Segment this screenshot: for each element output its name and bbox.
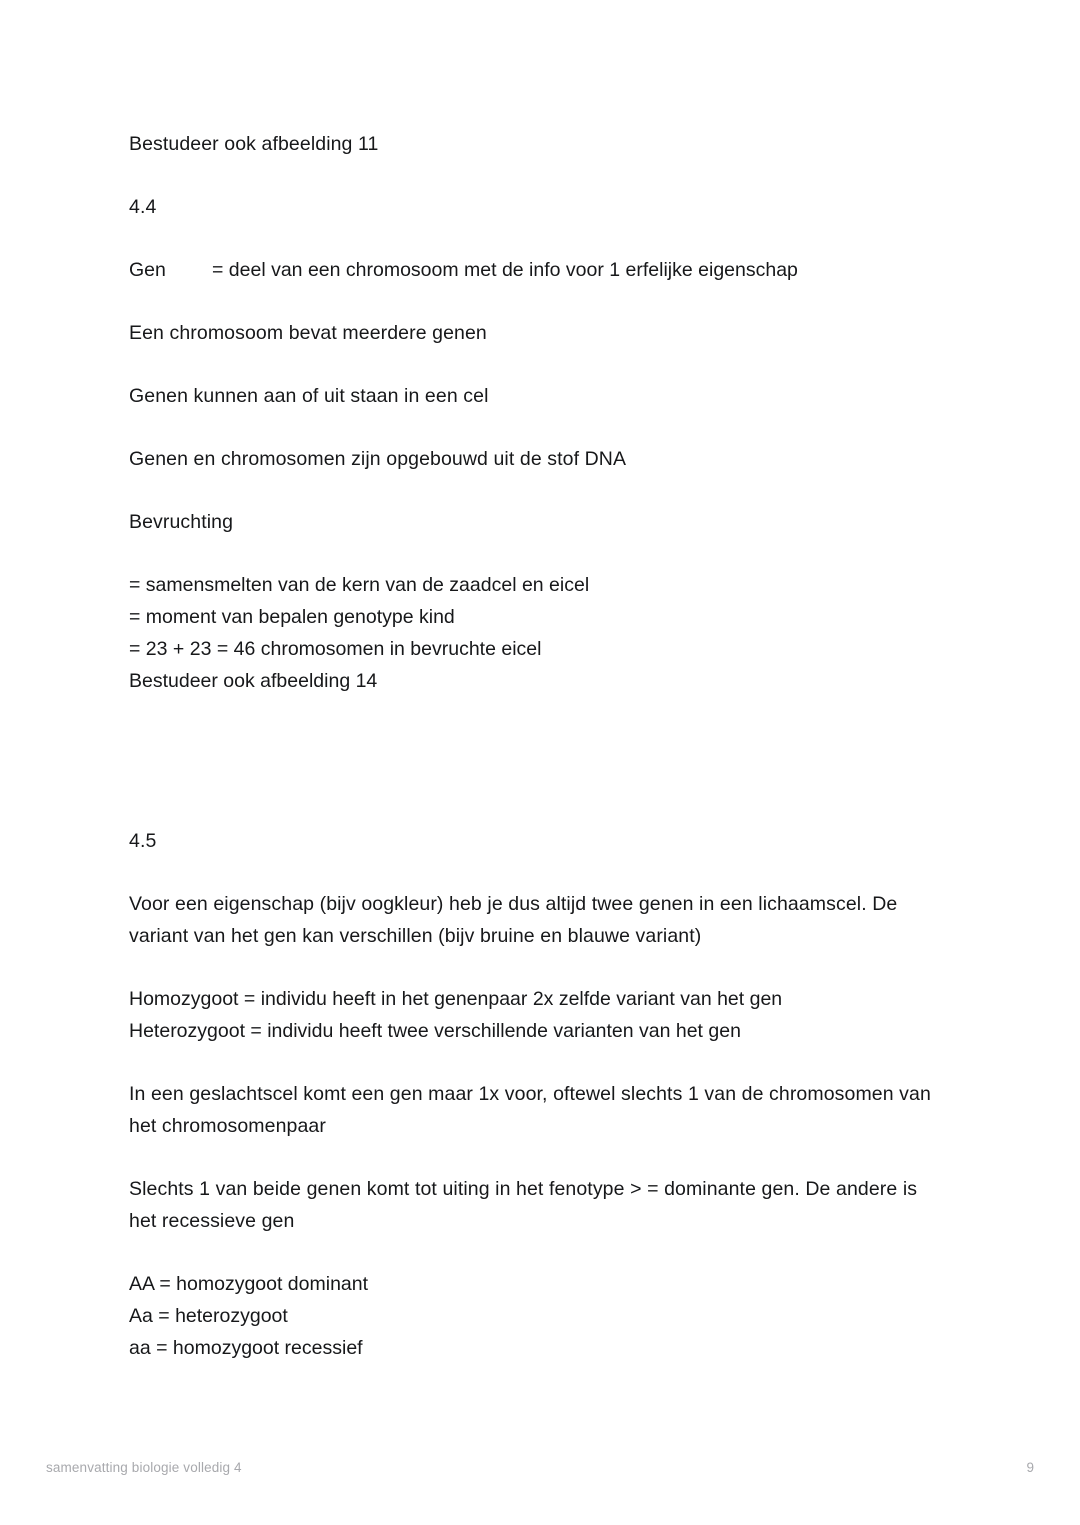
genotype-AA-dominant: AA = homozygoot dominant (129, 1273, 369, 1295)
definition-text-gen: = deel van een chromosoom met de info voor 1 erfelijke eigenschap (212, 259, 798, 281)
bevruchting-line-2: = moment van bepalen genotype kind (129, 606, 455, 628)
heading-section-4-4: 4.4 (129, 196, 157, 218)
definition-heterozygoot: Heterozygoot = individu heeft twee verschillende varianten van het gen (129, 1020, 741, 1042)
footer-document-title: samenvatting biologie volledig 4 (46, 1460, 242, 1475)
bevruchting-line-1: = samensmelten van de kern van de zaadcel en eicel (129, 574, 590, 596)
page-footer (46, 1456, 1034, 1480)
heading-section-4-5: 4.5 (129, 830, 157, 852)
bevruchting-line-3: = 23 + 23 = 46 chromosomen in bevruchte eicel (129, 638, 542, 660)
paragraph-eigenschap-twee-genen: Voor een eigenschap (bijv oogkleur) heb je dus altijd twee genen in een lichaamscel. De variant van het gen kan verschillen (bijv bruine en blauwe variant) (129, 893, 903, 947)
heading-bevruchting: Bevruchting (129, 511, 234, 533)
list-zygosity-definitions (129, 983, 944, 1047)
section-spacer (129, 728, 944, 825)
definition-homozygoot: Homozygoot = individu heeft in het genenpaar 2x zelfde variant van het gen (129, 988, 783, 1010)
definition-term-gen: Gen (129, 259, 166, 281)
paragraph-chromosome-contains-genes: Een chromosoom bevat meerdere genen (129, 322, 487, 344)
footer-page-number: 9 (1026, 1460, 1034, 1475)
document-body (129, 128, 944, 1395)
definition-gen (129, 254, 944, 286)
paragraph-genes-dna: Genen en chromosomen zijn opgebouwd uit de stof DNA (129, 448, 627, 470)
list-genotype-notation (129, 1268, 944, 1364)
genotype-aa-recessief: aa = homozygoot recessief (129, 1337, 363, 1359)
paragraph-geslachtscel: In een geslachtscel komt een gen maar 1x voor, oftewel slechts 1 van de chromosomen van het chromosomenpaar (129, 1083, 937, 1137)
paragraph-genes-on-off: Genen kunnen aan of uit staan in een cel (129, 385, 489, 407)
paragraph-dominant-recessief: Slechts 1 van beide genen komt tot uiting in het fenotype > = dominante gen. De andere is het recessieve gen (129, 1178, 923, 1232)
list-bevruchting (129, 569, 944, 697)
bevruchting-line-4-study-figure-14: Bestudeer ook afbeelding 14 (129, 670, 378, 692)
genotype-Aa-heterozygoot: Aa = heterozygoot (129, 1305, 288, 1327)
paragraph-study-figure-11: Bestudeer ook afbeelding 11 (129, 133, 379, 155)
